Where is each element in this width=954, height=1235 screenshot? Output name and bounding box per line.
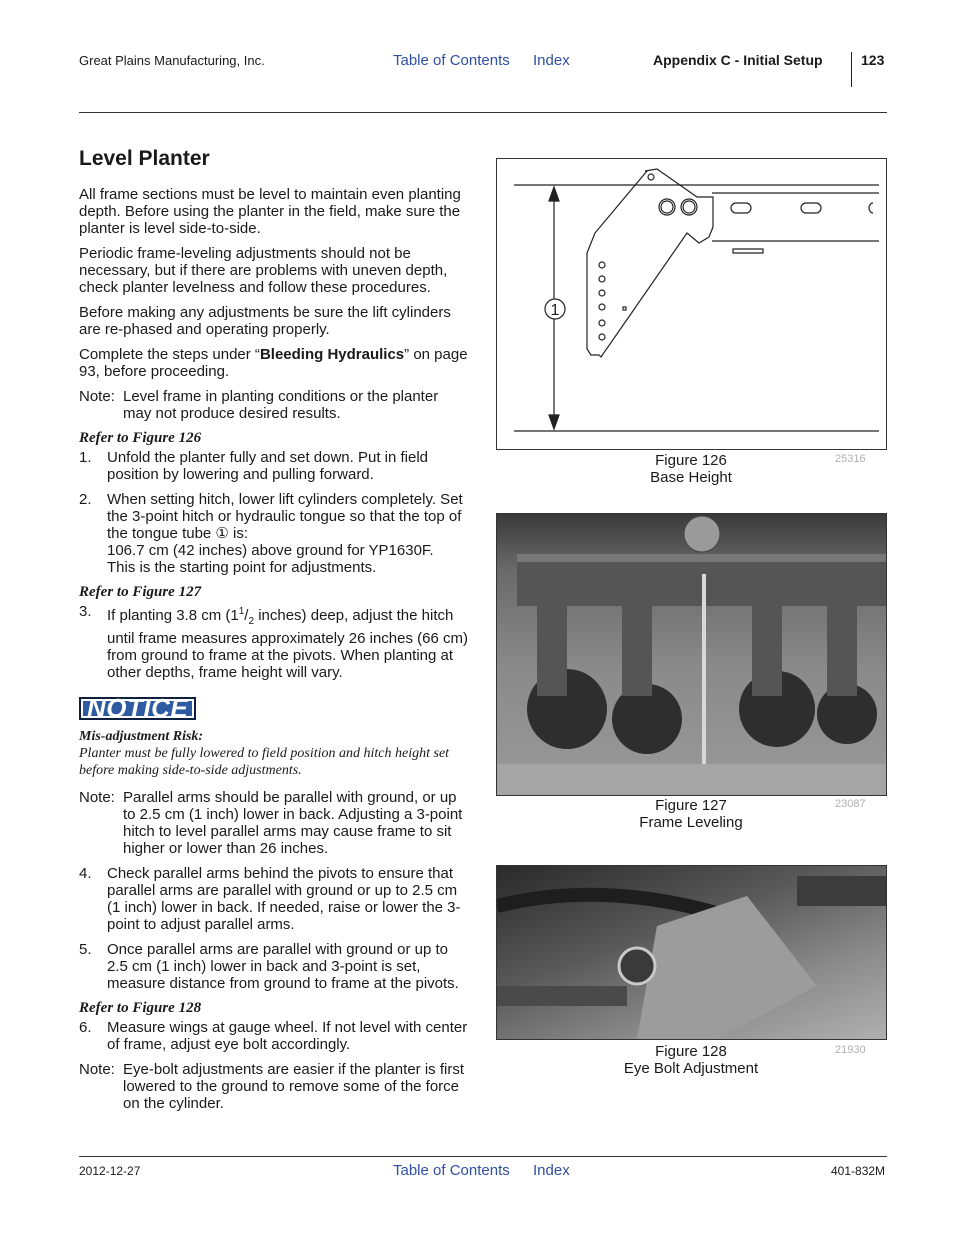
- step-text: Once parallel arms are parallel with ground or up to 2.5 cm (1 inch) lower in back and 3-point is set, measure distance from ground to frame at the pivots.: [107, 941, 459, 992]
- figure-reference: Refer to Figure 126: [79, 430, 202, 446]
- note-3: [79, 1061, 469, 1112]
- step-2: [79, 491, 469, 576]
- figure-label: Figure 127: [655, 797, 727, 814]
- step-2-text-a: When setting hitch, lower lift cylinders completely. Set the 3-point hitch or hydraulic tongue so that the top of the tongue tube ① is:: [107, 491, 463, 542]
- note-2: [79, 789, 469, 857]
- step-number: 6.: [79, 1019, 92, 1036]
- footer-index-link[interactable]: Index: [533, 1162, 570, 1179]
- fraction-numerator: 1: [238, 606, 245, 617]
- step-number: 3.: [79, 603, 92, 620]
- step-3-pre: If planting 3.8 cm (1: [107, 607, 239, 624]
- frame-leveling-photo: [497, 514, 886, 795]
- step-3-post: inches) deep, adjust the hitch until frame measures approximately 26 inches (66 cm) from ground to frame at the pivots. When planting at other depths, frame height will vary.: [107, 607, 468, 681]
- figure-reference: Refer to Figure 127: [79, 584, 202, 600]
- step-1: [79, 449, 469, 483]
- note-label: Note:: [79, 388, 115, 405]
- note-label: Note:: [79, 789, 115, 806]
- fraction-denominator: 2: [248, 616, 255, 627]
- note-text: Level frame in planting conditions or the planter may not produce desired results.: [123, 388, 439, 422]
- paragraph-4-pre: Complete the steps under “: [79, 346, 260, 363]
- eye-bolt-photo: [497, 866, 886, 1039]
- figure-label: Figure 128: [655, 1043, 727, 1060]
- header-divider: [851, 52, 852, 87]
- figure-id: 25316: [835, 453, 866, 465]
- paragraph-2: Periodic frame-leveling adjustments should not be necessary, but if there are problems with uneven depth, check planter levelness and follow these procedures.: [79, 245, 448, 296]
- callout-1: 1: [550, 302, 560, 319]
- step-text: If planting 3.8 cm ($1^1/_2$ inches) deep, adjust the hitch until frame measures approximately 26 inches (66 cm) from ground to frame at the pivots. When planting at other depths, frame height will vary.: [107, 606, 468, 681]
- header-index-link[interactable]: Index: [533, 52, 570, 69]
- step-5: [79, 941, 469, 992]
- paragraph-4: [79, 346, 469, 380]
- figure-127-caption: [496, 797, 886, 831]
- step-2-text-b: 106.7 cm (42 inches) above ground for YP1630F.: [107, 542, 434, 559]
- footer-toc-link[interactable]: Table of Contents: [393, 1162, 510, 1179]
- note-text: Parallel arms should be parallel with ground, or up to 2.5 cm (1 inch) lower in back. Adjusting a 3-point hitch to level parallel arms may cause frame to sit higher or lower than 26 inches.: [123, 789, 463, 857]
- main-column: [79, 146, 469, 1120]
- header-toc-link[interactable]: Table of Contents: [393, 52, 510, 69]
- bottom-rule: [79, 1156, 887, 1157]
- page-title: Level Planter: [79, 147, 210, 170]
- step-text: Measure wings at gauge wheel. If not level with center of frame, adjust eye bolt accordingly.: [107, 1019, 468, 1053]
- note-label: Note:: [79, 1061, 115, 1078]
- figure-127-photo: [496, 513, 887, 796]
- figure-126-caption: [496, 452, 886, 486]
- figure-id: 23087: [835, 798, 866, 810]
- top-rule: [79, 112, 887, 113]
- figure-caption-text: Base Height: [650, 469, 732, 486]
- figure-label: Figure 126: [655, 452, 727, 469]
- page-number: 123: [861, 52, 885, 68]
- note-text: Eye-bolt adjustments are easier if the planter is first lowered to the ground to remove some of the force on the cylinder.: [123, 1061, 464, 1112]
- paragraph-3: Before making any adjustments be sure the lift cylinders are re-phased and operating properly.: [79, 304, 451, 338]
- figure-126-drawing: [496, 158, 887, 450]
- step-number: 5.: [79, 941, 92, 958]
- footer-date: 2012-12-27: [79, 1164, 141, 1178]
- notice-body: Planter must be fully lowered to field position and hitch height set before making side-to-side adjustments.: [79, 746, 450, 778]
- figure-reference: Refer to Figure 128: [79, 1000, 202, 1016]
- step-4: [79, 865, 469, 933]
- step-2-text-c: This is the starting point for adjustments.: [107, 559, 377, 576]
- section-title: Appendix C - Initial Setup: [653, 52, 823, 68]
- step-text: Unfold the planter fully and set down. Put in field position by lowering and pulling forward.: [107, 449, 429, 483]
- base-height-diagram: [497, 159, 886, 449]
- figure-caption-text: Eye Bolt Adjustment: [623, 1060, 759, 1077]
- step-text: Check parallel arms behind the pivots to ensure that parallel arms are parallel with ground or up to 2.5 cm (1 inch) lower in back. If needed, raise or lower the 3-point to adjust parallel arms.: [107, 865, 461, 933]
- step-text: [107, 491, 469, 576]
- figure-caption-text: Frame Leveling: [639, 814, 743, 831]
- company-name: Great Plains Manufacturing, Inc.: [79, 53, 265, 68]
- paragraph-1: All frame sections must be level to maintain even planting depth. Before using the planter in the field, make sure the planter is level side-to-side.: [79, 186, 461, 237]
- step-number: 4.: [79, 865, 92, 882]
- bleeding-hydraulics-ref: Bleeding Hydraulics: [259, 346, 405, 363]
- notice-badge: NOTICE: [79, 697, 196, 720]
- doc-number: 401-832M: [831, 1164, 886, 1178]
- step-3: [79, 603, 469, 681]
- paragraph-4-post: ” on page 93, before proceeding.: [79, 346, 468, 380]
- figure-id: 21930: [835, 1044, 866, 1056]
- note-1: [79, 388, 469, 422]
- figure-128-caption: [496, 1043, 886, 1077]
- figure-128-photo: [496, 865, 887, 1040]
- notice-title: Mis-adjustment Risk:: [79, 729, 204, 744]
- step-number: 2.: [79, 491, 92, 508]
- step-6: [79, 1019, 469, 1053]
- step-number: 1.: [79, 449, 92, 466]
